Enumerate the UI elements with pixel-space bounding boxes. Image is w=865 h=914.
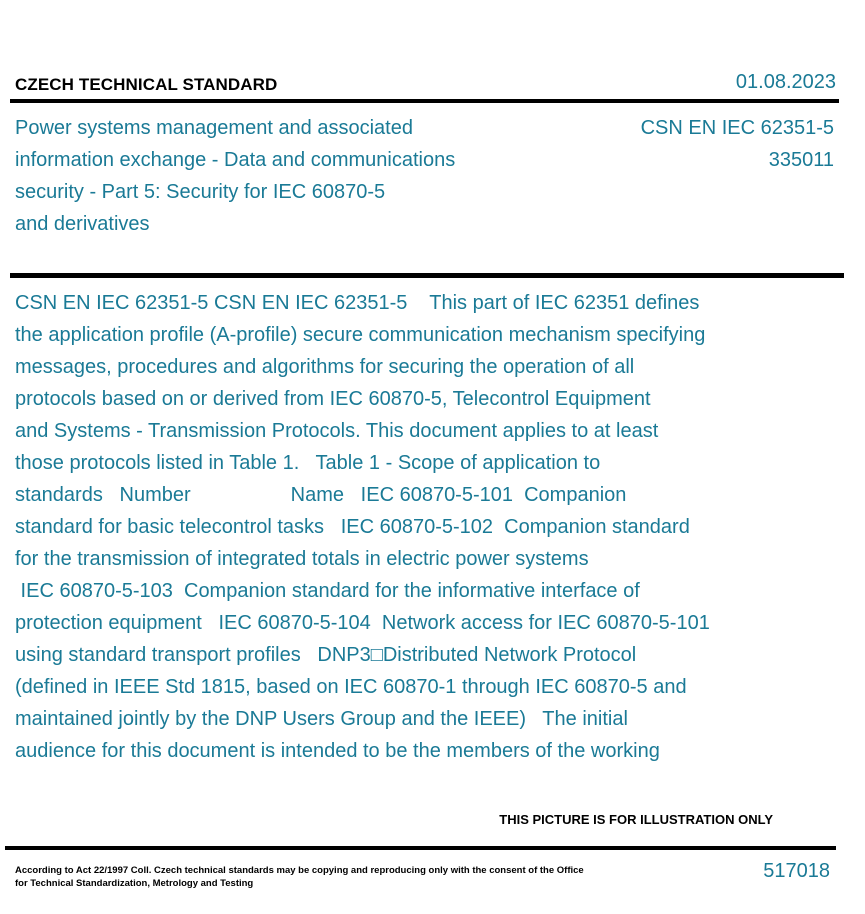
copyright-line: According to Act 22/1997 Coll. Czech technical standards may be copying and reproducing only with the consent of the Office <box>15 865 584 876</box>
header-divider <box>10 99 839 103</box>
abstract-line: for the transmission of integrated totals in electric power systems <box>15 548 589 570</box>
title-line: and derivatives <box>15 213 150 235</box>
title-divider <box>10 273 844 278</box>
publication-date: 01.08.2023 <box>735 71 836 93</box>
title-line: Power systems management and associated <box>15 117 413 139</box>
abstract-line: standard for basic telecontrol tasks IEC 60870-5-102 Companion standard <box>15 516 690 538</box>
title-line: information exchange - Data and communications <box>15 149 456 171</box>
abstract-line: those protocols listed in Table 1. Table 1 - Scope of application to <box>15 452 601 474</box>
document-number: 517018 <box>763 860 830 882</box>
abstract-line: protocols based on or derived from IEC 60870-5, Telecontrol Equipment <box>15 388 651 410</box>
standard-code: CSN EN IEC 62351-5 <box>640 117 834 139</box>
abstract-line: using standard transport profiles DNP3□Distributed Network Protocol <box>15 644 637 666</box>
abstract-line: and Systems - Transmission Protocols. This document applies to at least <box>15 420 659 442</box>
abstract-text <box>15 287 795 767</box>
abstract-line: standards Number Name IEC 60870-5-101 Companion <box>15 484 627 506</box>
copyright-notice <box>15 864 615 890</box>
footer-divider <box>5 846 836 850</box>
abstract-line: IEC 60870-5-103 Companion standard for the informative interface of <box>15 580 640 602</box>
class-number: 335011 <box>768 149 834 171</box>
illustration-notice: THIS PICTURE IS FOR ILLUSTRATION ONLY <box>499 812 773 827</box>
standard-type-label: CZECH TECHNICAL STANDARD <box>15 75 278 94</box>
abstract-line: the application profile (A-profile) secure communication mechanism specifying <box>15 324 706 346</box>
standard-codes <box>641 112 834 176</box>
abstract-line: protection equipment IEC 60870-5-104 Network access for IEC 60870-5-101 <box>15 612 710 634</box>
abstract-line: (defined in IEEE Std 1815, based on IEC 60870-1 through IEC 60870-5 and <box>15 676 687 698</box>
copyright-line: for Technical Standardization, Metrology and Testing <box>15 878 254 889</box>
abstract-line: messages, procedures and algorithms for securing the operation of all <box>15 356 635 378</box>
document-title <box>15 112 495 240</box>
abstract-line: audience for this document is intended to be the members of the working <box>15 740 660 762</box>
title-line: security - Part 5: Security for IEC 60870-5 <box>15 181 386 203</box>
abstract-line: CSN EN IEC 62351-5 CSN EN IEC 62351-5 This part of IEC 62351 defines <box>15 292 700 314</box>
abstract-line: maintained jointly by the DNP Users Group and the IEEE) The initial <box>15 708 628 730</box>
